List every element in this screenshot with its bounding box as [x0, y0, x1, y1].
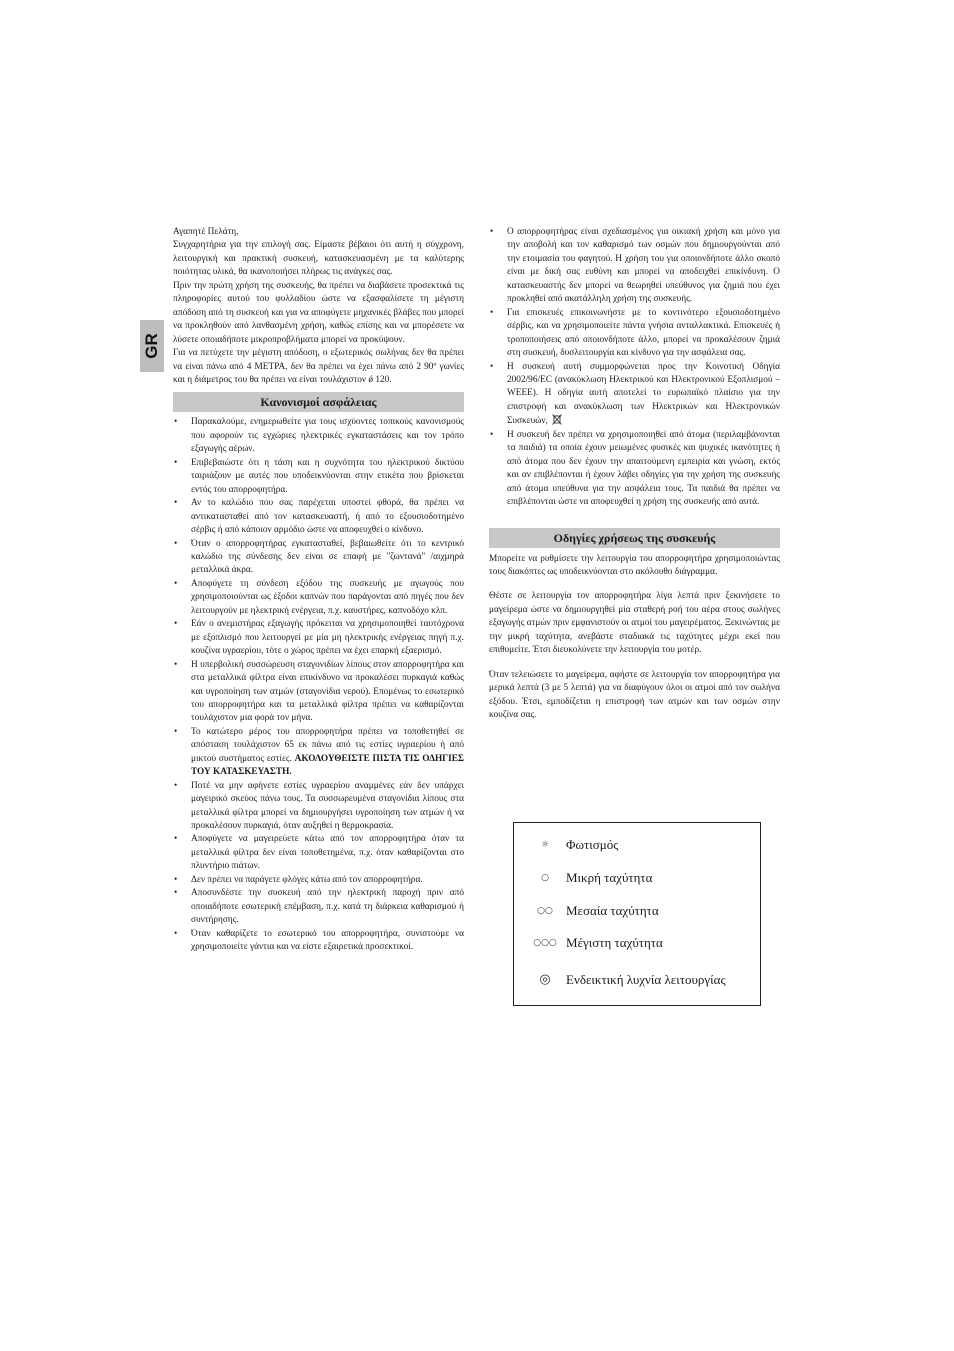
light-icon: ☼	[540, 840, 550, 850]
legend-label: Μεσαία ταχύτητα	[566, 903, 659, 918]
list-item: • Αν το καλώδιο που σας παρέχεται υποστεί φθορά, θα πρέπει να αντικατασταθεί από τον κατασκευαστή, ή από το εξουσιοδοτημένο σέρβις ή από κάποιον αρμόδιο ώστε να αποφευχθεί ο κίνδυνο.	[173, 497, 464, 537]
list-item	[173, 726, 464, 780]
usage-paragraph: Θέστε σε λειτουργία τον απορροφητήρα λίγα λεπτά πριν ξεκινήσετε το μαγείρεμα ώστε να δημιουργηθεί μία σταθερή ροή του αέρα στους σωλήνες εξαγωγής ατμών πριν εμφανιστούν οι ατμοί του μαγειρέματος. Ξεκινώντας με την μικρή ταχύτητα, ανεβάστε σταδιακά τις ταχύτητες μέχρι εκεί που επιθυμείτε. Έτσι διευκολύνετε την λειτουργία του μοτέρ.	[489, 591, 781, 656]
list-item: • Αποφύγετε να μαγειρεύετε κάτω από τον απορροφητήρα όταν τα μεταλλικά φίλτρα δεν είναι τοποθετημένα, π.χ. όταν καθαρίζονται στο πλυντήριο πιάτων.	[173, 833, 464, 873]
language-tab-label: GR	[142, 333, 161, 359]
intro-paragraph: Πριν την πρώτη χρήση της συσκευής, θα πρέπει να διαβάσετε προσεκτικά τις πληροφορίες αυτού του φυλλαδίου ώστε να εξασφαλίσετε τη μέγιστη απόδοση από τη συσκευή και για να αποφύγετε μηχανικές βλάβες που μπορεί να προκληθούν από λανθασμένη χρήση, καθώς επίσης και να μπορέσετε να λύσετε οποιαδήποτε μικροπροβλήματα μπορεί να προκύψουν.	[173, 280, 464, 345]
usage-heading: Οδηγίες χρήσεως της συσκευής	[489, 528, 780, 548]
list-item: • Επιβεβαιώστε ότι η τάση και η συχνότητα του ηλεκτρικού δικτύου ταιριάζουν με αυτές που υποδεικνύονται στην ετικέτα που βρίσκεται εντός του απορροφητήρα.	[173, 457, 464, 497]
medium-speed-icon: ○○	[537, 906, 553, 916]
legend-row-medium-speed	[514, 901, 760, 921]
intro-paragraph: Για να πετύχετε την μέγιστη απόδοση, ο εξωτερικός σωλήνας δεν θα πρέπει να είναι πάνω από 4 ΜΕΤΡΑ, δεν θα πρέπει να έχει πάνω από 2 90º γωνίες και η διάμετρος του θα πρέπει να είναι τουλάχιστον ǿ 120.	[173, 348, 464, 385]
list-item: • Παρακαλούμε, ενημερωθείτε για τους ισχύοντες τοπικούς κανονισμούς που αφορούν τις εγχώριες ηλεκτρικές εγκαταστάσεις και τον τρόπο εξαγωγής αέρων.	[173, 416, 464, 456]
indicator-lamp-icon: ◎	[539, 972, 551, 987]
list-item: • Δεν πρέπει να παράγετε φλόγες κάτω από τον απορροφητήρα.	[173, 874, 464, 887]
list-item: • Αποφύγετε τη σύνδεση εξόδου της συσκευής με αγωγούς που χρησιμοποιούνται ως έξοδοι καπνών που παράγονται από πηγές που δεν λειτουργούν με ηλεκτρική ενέργεια, π.χ. καυστήρες, καπνοδόχο κλπ.	[173, 578, 464, 618]
safety-heading: Κανονισμοί ασφάλειας	[173, 392, 464, 412]
list-item: • Ποτέ να μην αφήνετε εστίες υγραερίου αναμμένες εάν δεν υπάρχει μαγειρικό σκεύος πάνω τους. Τα συσσωρευμένα σταγονίδια λίπους στα μεταλλικά φίλτρα μπορεί να δημιουργήσει υγροποίηση των ατμών ή να προκαλέσουν πυρκαγιά, όταν αυξηθεί η θερμοκρασία.	[173, 780, 464, 834]
manufacturer-warning: ΑΚΟΛΟΥΘΕΙΣΤΕ ΠΙΣΤΑ ΤΙΣ ΟΔΗΓΙΕΣ ΤΟΥ ΚΑΤΑΣΚΕΥΑΣΤΗ.	[191, 753, 464, 778]
legend-row-max-speed	[514, 933, 760, 953]
controls-legend	[513, 822, 761, 1006]
list-item	[489, 361, 780, 429]
legend-row-low-speed	[514, 868, 760, 888]
list-item: • Ο απορροφητήρας είναι σχεδιασμένος για οικιακή χρήση και μόνο για την αποβολή και τον καθαρισμό των οσμών που δημιουργούνται από την ετοιμασία του φαγητού. Η χρήση του για οποιονδήποτε άλλο σκοπό είναι με δική σας ευθύνη και μπορεί να αποδειχθεί επικίνδυνη. Ο κατασκευαστής δεν μπορεί να θεωρηθεί υπεύθυνος για ζημιά που έχει προκληθεί από ακατάλληλη χρήση της συσκευής.	[489, 226, 780, 307]
list-item: • Αποσυνδέστε την συσκευή από την ηλεκτρική παροχή πριν από οποιαδήποτε εσωτερική επέμβαση, π.χ. κατά τη διάρκεια καθαρισμού ή συντήρησης.	[173, 887, 464, 927]
intro-greeting: Αγαπητέ Πελάτη,	[173, 227, 239, 237]
legend-label: Μικρή ταχύτητα	[566, 870, 653, 885]
max-speed-icon: ○○○	[533, 938, 557, 948]
legend-row-light	[514, 835, 760, 855]
safety-list	[173, 416, 464, 954]
weee-bin-icon	[552, 414, 562, 425]
list-item: • Η υπερβολική συσσώρευση σταγονιδίων λίπους στον απορροφητήρα και στα μεταλλικά φίλτρα είναι επικίνδυνο να προκαλέσει πυρκαγιά καθώς και υγροποίηση των ατμών (σταγονίδια νερού). Επομένως το εσωτερικό του απορροφητήρα και τα μεταλλικά φίλτρα πρέπει να καθαρίζονται τουλάχιστον μια φορά τον μήνα.	[173, 659, 464, 726]
left-column	[173, 226, 464, 955]
usage-paragraph: Μπορείτε να ρυθμίσετε την λειτουργία του απορροφητήρα χρησιμοποιώντας τους διακόπτες ως υποδεικνύονται στο ακόλουθο διάγραμμα.	[489, 553, 780, 577]
usage-paragraph: Όταν τελειώσετε το μαγείρεμα, αφήστε σε λειτουργία τον απορροφητήρα για μερικά λεπτά (3 με 5 λεπτά) για να διαφύγουν όλοι οι ατμοί από τον σωλήνα εξόδου. Έτσι, εμποδίζεται η επιστροφή των ατμών και των οσμών στην κουζίνα σας.	[489, 669, 780, 721]
right-column	[489, 226, 780, 723]
legend-label: Ενδεικτική λυχνία λειτουργίας	[566, 972, 726, 987]
list-item: • Όταν ο απορροφητήρας εγκατασταθεί, βεβαιωθείτε ότι το κεντρικό καλώδιο της σύνδεσης δεν είναι σε επαφή με ''ζωντανά'' /αιχμηρά μεταλλικά άκρα.	[173, 538, 464, 578]
list-item-text: Η συσκευή αυτή συμμορφώνεται προς την Κοινοτική Οδηγία 2002/96/EC (ανακύκλωση Ηλεκτρικού και Ηλεκτρονικού Εξοπλισμού –WEEE). Η οδηγία αυτή αποτελεί το ευρωπαϊκό πλαίσιο για την επιστροφή και ανακύκλωση των Ηλεκτρικών και Ηλεκτρονικών Συσκευών,	[507, 361, 780, 427]
list-item: • Η συσκευή δεν πρέπει να χρησιμοποιηθεί από άτομα (περιλαμβάνονται τα παιδιά) τα οποία έχουν μειωμένες φυσικές και ψυχικές ικανότητες ή από άτομα που δεν έχουν την απαιτούμενη εμπειρία και γνώση, εκτός και αν επιβλέπονται ή έχουν λάβει οδηγίες για την χρήση της συσκευής από άτομα υπεύθυνα για την ασφάλεια τους. Τα παιδιά θα πρέπει να επιβλέπονται ώστε να αποφευχθεί η χρήση της συσκευής από αυτά.	[489, 429, 780, 510]
list-item: • Για επισκευές επικοινωνήστε με το κοντινότερο εξουσιοδοτημένο σέρβις, και να χρησιμοποιείτε πάντα γνήσια ανταλλακτικά. Επισκευές ή τροποποιήσεις από οποιονδήποτε άλλο, μπορεί να προκαλέσουν ζημιά στη συσκευή, δυσλειτουργία και κίνδυνο για την ασφάλεια σας.	[489, 307, 780, 361]
right-list	[489, 226, 780, 510]
list-item: • Εάν ο ανεμιστήρας εξαγωγής πρόκειται να χρησιμοποιηθεί ταυτόχρονα με εξοπλισμό που λειτουργεί με μία μη ηλεκτρικής ενέργειας πηγή π.χ. κουζίνα υγραερίου, τότε ο χώρος πρέπει να έχει επαρκή εξαερισμό.	[173, 618, 464, 658]
legend-label: Φωτισμός	[566, 837, 619, 852]
intro-paragraph: Συγχαρητήρια για την επιλογή σας. Είμαστε βέβαιοι ότι αυτή η σύγχρονη, λειτουργική και πρακτική συσκευή, κατασκευασμένη με τα καλύτερης ποιότητας υλικά, θα ικανοποιήσει πλήρως τις ανάγκες σας.	[173, 240, 464, 278]
low-speed-icon: ○	[541, 873, 549, 883]
language-tab	[140, 320, 164, 372]
legend-row-indicator	[514, 970, 760, 990]
list-item: • Όταν καθαρίζετε το εσωτερικό του απορροφητήρα, συνιστούμε να χρησιμοποιείτε γάντια και να είστε εξαιρετικά προσεκτικοί.	[173, 928, 464, 955]
list-item-text: Το κατώτερο μέρος του απορροφητήρα πρέπει να τοποθετηθεί σε απόσταση τουλάχιστον 65 εκ πάνω από τις εστίες υγραερίου ή από μικτού συστήματος εστίες.	[191, 726, 464, 764]
legend-label: Μέγιστη ταχύτητα	[566, 935, 663, 950]
